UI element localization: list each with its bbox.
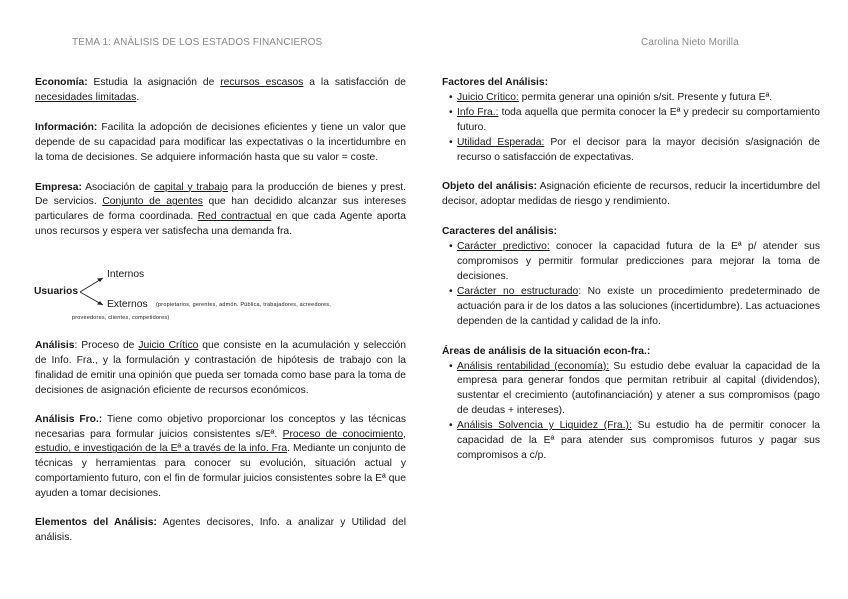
usuarios-label: Usuarios [34,286,79,297]
factores-title: Factores del Análisis: [442,77,549,88]
left-column-lower [35,339,406,546]
empresa-paragraph: Empresa: Asociación de capital y trabajo para la producción de bienes y prest. De servicios. Conjunto de agentes que han decidido alcanzar sus intereses particulares de forma coordinada. Red contractual en que cada Agente aporta unos recursos y espera ver satisfecha una demanda fra. [35,181,407,238]
areas-item: • Análisis rentabilidad (economía): Su estudio debe evaluar la capacidad de la empresa para generar fondos que permitan retribuir al capital (dividendos), sustentar el crecimiento (autofinanciación) y atener a sus compromisos (pago de deudas + intereses). [449,360,820,417]
informacion-paragraph: Información: Facilita la adopción de decisiones eficientes y tiene un valor que depende de su capacidad para modificar las expectativas o la incertidumbre en la toma de decisiones. Se adquiere información hasta que su valor = coste. [35,121,406,163]
objeto-paragraph: Objeto del análisis: Asignación eficiente de recursos, reducir la incertidumbre del decisor, adoptar medidas de riesgo y rendimiento. [442,181,820,208]
factores-item: • Juicio Crítico: permita generar una opinión s/sit. Presente y futura Eª. [449,91,773,103]
externos-detail-2: proveedores, clientes, competidores) [72,315,170,321]
elementos-paragraph: Elementos del Análisis: Agentes decisores, Info. a analizar y Utilidad del análisis. [35,517,406,543]
analisis-fro-paragraph: Análisis Fro.: Tiene como objetivo proporcionar los conceptos y las técnicas necesarias para formular juicios consistentes s/Eª. Proceso de conocimiento, estudio, e investigación de la Eª a través de la info. Fra. Mediante un conjunto de técnicas y herramientas para conocer su evolución, situación actual y comportamiento futuro, con el fin de formular juicios consistentes sobre la Eª que ayuden a tomar decisiones. [35,413,407,500]
right-column [442,76,820,464]
caracteres-title: Caracteres del análisis: [442,226,558,238]
header-topic: TEMA 1: ANÁLISIS DE LOS ESTADOS FINANCIEROS [72,37,323,48]
areas-item: • Análisis Solvencia y Liquidez (Fra.): Su estudio ha de permitir conocer la capacidad de la Eª para atender sus compromisos futuros y pagar sus compromisos a c/p. [449,420,820,461]
areas-title: Áreas de análisis de la situación econ-fra.: [442,345,651,357]
externos-detail-1: (propietarios, gerentes, admón. Pública, trabajadores, acreedores, [156,302,331,308]
internos-label: Internos [107,269,145,280]
caracteres-item: • Carácter predictivo: conocer la capacidad futura de la Eª p/ atender sus compromisos y permitir formular predicciones para mejorar la toma de decisiones. [449,241,820,282]
caracteres-item: • Carácter no estructurado: No existe un procedimiento predeterminado de actuación para ir de los datos a las soluciones (incertidumbre). Las actuaciones dependen de la cantidad y calidad de la info. [449,285,820,327]
analisis-paragraph: Análisis: Proceso de Juicio Crítico que consiste en la acumulación y selección de Info. Fra., y la formulación y contrastación de hipótesis de trabajo con la finalidad de emitir una opinión que pueda ser tomada como base para la toma de decisiones de asignación eficiente de recursos económicos. [35,340,407,396]
economia-paragraph: Economía: Estudia la asignación de recursos escasos a la satisfacción de necesidades limitadas. [35,77,407,103]
factores-item: • Utilidad Esperada: Por el decisor para la mayor decisión s/asignación de recurso o satisfacción de expectativas. [449,136,820,163]
factores-item: • Info Fra.: toda aquella que permita conocer la Eª y predecir su comportamiento futuro. [449,106,820,133]
usuarios-diagram [34,266,414,326]
left-column [35,76,406,240]
header-author: Carolina Nieto Morilla [641,37,739,48]
externos-label: Externos [107,299,148,310]
